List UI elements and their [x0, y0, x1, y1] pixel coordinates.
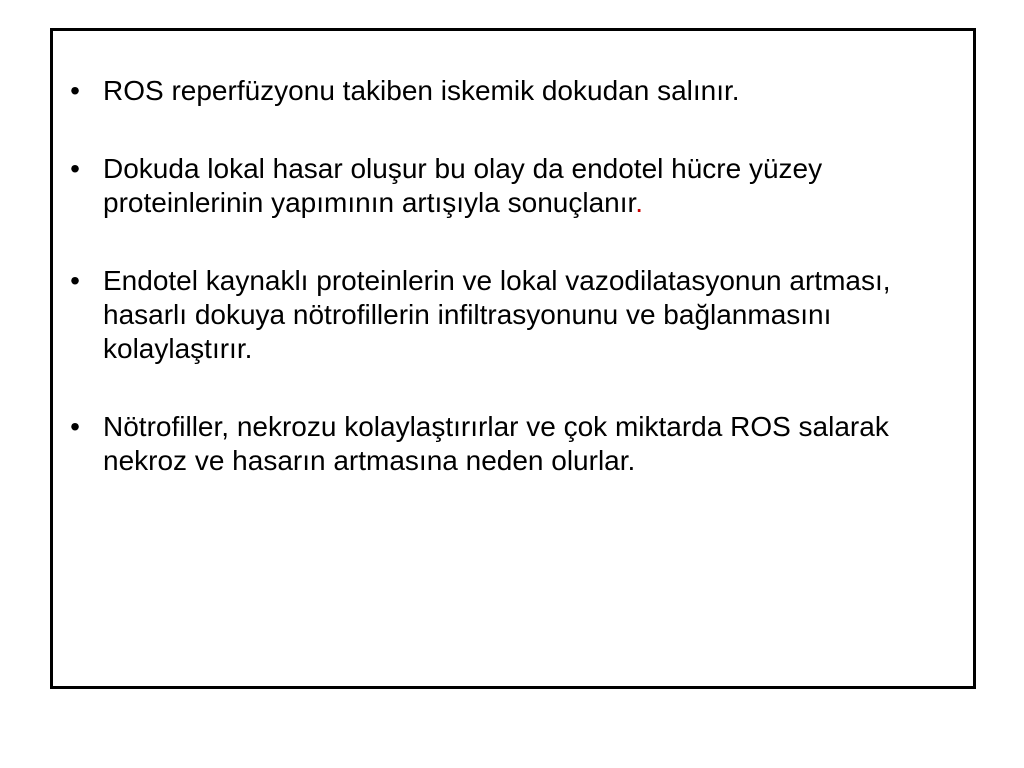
bullet-dot-icon: •: [70, 411, 80, 442]
bullet-text: ROS reperfüzyonu takiben iskemik dokudan salınır.: [103, 75, 740, 106]
bullet-text: Dokuda lokal hasar oluşur bu olay da endotel hücre yüzey proteinlerinin yapımının artışıyla sonuçlanır: [103, 153, 823, 218]
bullet-item: [65, 264, 955, 366]
bullet-list: [65, 74, 955, 522]
bullet-dot-icon: •: [70, 265, 80, 296]
bullet-text: Nötrofiller, nekrozu kolaylaştırırlar ve çok miktarda ROS salarak nekroz ve hasarın artmasına neden olurlar.: [103, 411, 889, 476]
bullet-dot-icon: •: [70, 75, 80, 106]
bullet-dot-icon: •: [70, 153, 80, 184]
bullet-item: [65, 410, 955, 478]
bullet-text: Endotel kaynaklı proteinlerin ve lokal vazodilatasyonun artması, hasarlı dokuya nötrofillerin infiltrasyonunu ve bağlanmasını kolaylaştırır.: [103, 265, 891, 364]
content-frame: [50, 28, 976, 689]
bullet-item: [65, 152, 955, 220]
bullet-item: [65, 74, 955, 108]
bullet-tail: .: [635, 187, 644, 218]
